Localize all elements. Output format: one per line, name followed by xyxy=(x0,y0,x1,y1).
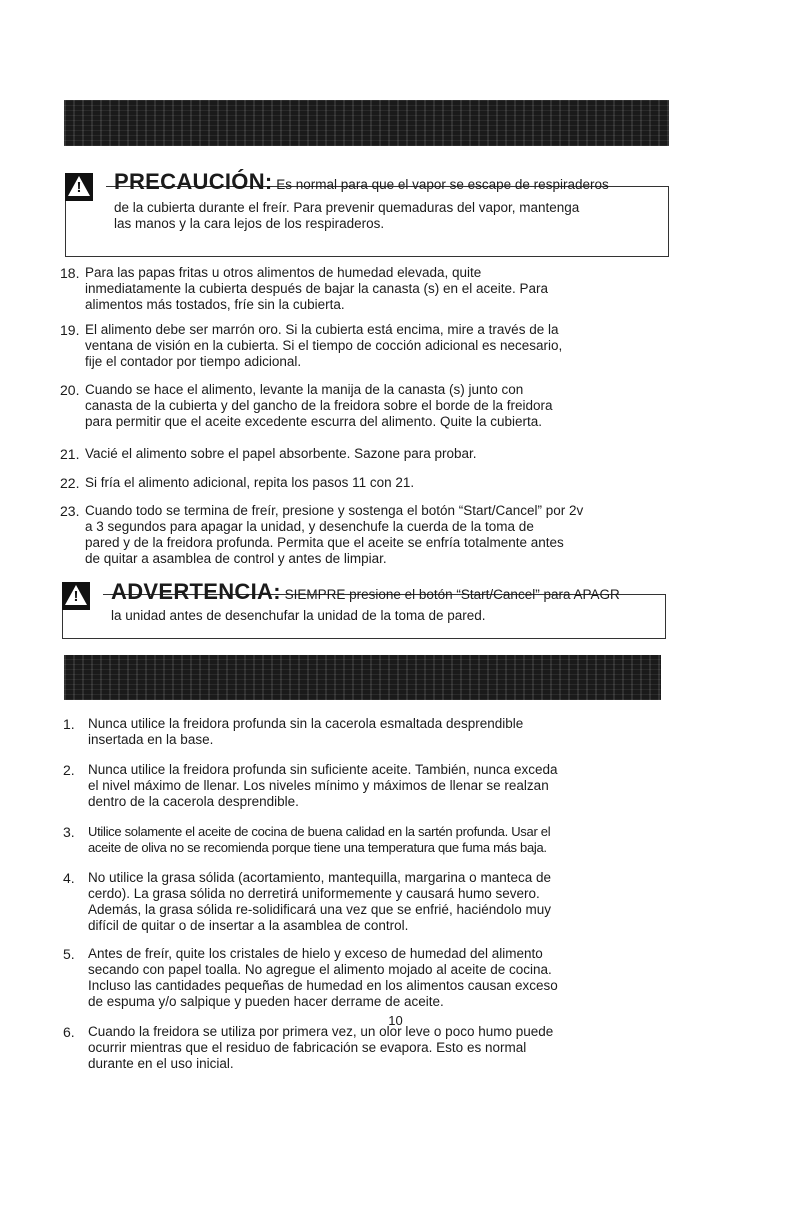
tip-text: ocurrir mientras que el residuo de fabricación se evapora. Esto es normal xyxy=(88,1040,527,1055)
step-text: a 3 segundos para apagar la unidad, y desenchufe la cuerda de la toma de xyxy=(85,519,534,534)
warning-callout xyxy=(62,579,666,639)
tip-text: de espuma y/o salpique y pueden hacer derrame de aceite. xyxy=(88,994,444,1009)
tip-text: Además, la grasa sólida re-solidificará una vez que se enfrié, haciéndolo muy xyxy=(88,902,552,917)
tip-number: 3. xyxy=(63,824,75,840)
tip-text: Nunca utilice la freidora profunda sin la cacerola esmaltada desprendible xyxy=(88,716,524,731)
caution-title: PRECAUCIÓN: xyxy=(114,169,273,194)
tip-text: el nivel máximo de llenar. Los niveles mínimo y máximos de llenar se realzan xyxy=(88,778,549,793)
step-number: 22. xyxy=(60,475,80,491)
step-text: pared y de la freidora profunda. Permita que el aceite se enfría totalmente antes xyxy=(85,535,564,550)
step-number: 19. xyxy=(60,322,80,338)
tip-text: aceite de oliva no se recomienda porque tiene una temperatura que fuma más baja. xyxy=(88,840,547,855)
tip-text: Cuando la freidora se utiliza por primera vez, un olor leve o poco humo puede xyxy=(88,1024,554,1039)
tip-text: cerdo). La grasa sólida no derretirá uniformemente y causará humo severo. xyxy=(88,886,540,901)
page-number: 10 xyxy=(388,1013,403,1028)
tip-text: Utilice solamente el aceite de cocina de buena calidad en la sartén profunda. Usar el xyxy=(88,824,551,839)
step-text: para permitir que el aceite excedente escurra del alimento. Quite la cubierta. xyxy=(85,414,542,429)
warning-triangle-icon: ! xyxy=(65,173,93,201)
step-text: Para las papas fritas u otros alimentos de humedad elevada, quite xyxy=(85,265,482,280)
tip-number: 6. xyxy=(63,1024,75,1040)
step-text: Cuando todo se termina de freír, presione y sostenga el botón “Start/Cancel” por 2v xyxy=(85,503,584,518)
warning-lead: SIEMPRE presione el botón “Start/Cancel” para APAGR xyxy=(280,587,620,602)
step-text: Vacié el alimento sobre el papel absorbente. Sazone para probar. xyxy=(85,446,477,461)
step-text: canasta de la cubierta y del gancho de la freidora sobre el borde de la freidora xyxy=(85,398,553,413)
step-text: Si fría el alimento adicional, repita los pasos 11 con 21. xyxy=(85,475,415,490)
tip-text: insertada en la base. xyxy=(88,732,214,747)
tip-text: dentro de la cacerola desprendible. xyxy=(88,794,299,809)
tip-number: 1. xyxy=(63,716,75,732)
tip-text: durante en el uso inicial. xyxy=(88,1056,234,1071)
step-text: ventana de visión en la cubierta. Si el tiempo de cocción adicional es necesario, xyxy=(85,338,563,353)
step-text: Cuando se hace el alimento, levante la manija de la canasta (s) junto con xyxy=(85,382,524,397)
caution-heading xyxy=(114,169,609,194)
tip-text: No utilice la grasa sólida (acortamiento, mantequilla, margarina o manteca de xyxy=(88,870,551,885)
step-text: alimentos más tostados, fríe sin la cubierta. xyxy=(85,297,345,312)
step-text: inmediatamente la cubierta después de bajar la canasta (s) en el aceite. Para xyxy=(85,281,549,296)
warning-triangle-icon: ! xyxy=(62,582,90,610)
section-heading-banner xyxy=(64,655,661,700)
tip-text: Incluso las cantidades pequeñas de humedad en los alimentos causan exceso xyxy=(88,978,558,993)
tip-number: 4. xyxy=(63,870,75,886)
warning-heading xyxy=(111,579,620,604)
step-number: 20. xyxy=(60,382,80,398)
step-number: 21. xyxy=(60,446,80,462)
step-text: de quitar a asamblea de control y antes de limpiar. xyxy=(85,551,387,566)
section-heading-banner-top xyxy=(64,100,669,146)
step-number: 23. xyxy=(60,503,80,519)
tip-number: 5. xyxy=(63,946,75,962)
caution-lead: Es normal para que el vapor se escape de respiraderos xyxy=(272,177,609,192)
tip-text: Antes de freír, quite los cristales de hielo y exceso de humedad del alimento xyxy=(88,946,543,961)
warning-title: ADVERTENCIA: xyxy=(111,579,281,604)
caution-callout xyxy=(65,169,669,257)
warning-line: la unidad antes de desenchufar la unidad de la toma de pared. xyxy=(111,608,486,623)
tip-number: 2. xyxy=(63,762,75,778)
tip-text: secando con papel toalla. No agregue el alimento mojado al aceite de cocina. xyxy=(88,962,552,977)
tip-text: difícil de quitar o de insertar a la asamblea de control. xyxy=(88,918,409,933)
step-text: fije el contador por tiempo adicional. xyxy=(85,354,302,369)
step-number: 18. xyxy=(60,265,80,281)
step-text: El alimento debe ser marrón oro. Si la cubierta está encima, mire a través de la xyxy=(85,322,559,337)
tip-text: Nunca utilice la freidora profunda sin suficiente aceite. También, nunca exceda xyxy=(88,762,558,777)
caution-line: de la cubierta durante el freír. Para prevenir quemaduras del vapor, mantenga xyxy=(114,200,580,215)
caution-line: las manos y la cara lejos de los respiraderos. xyxy=(114,216,385,231)
